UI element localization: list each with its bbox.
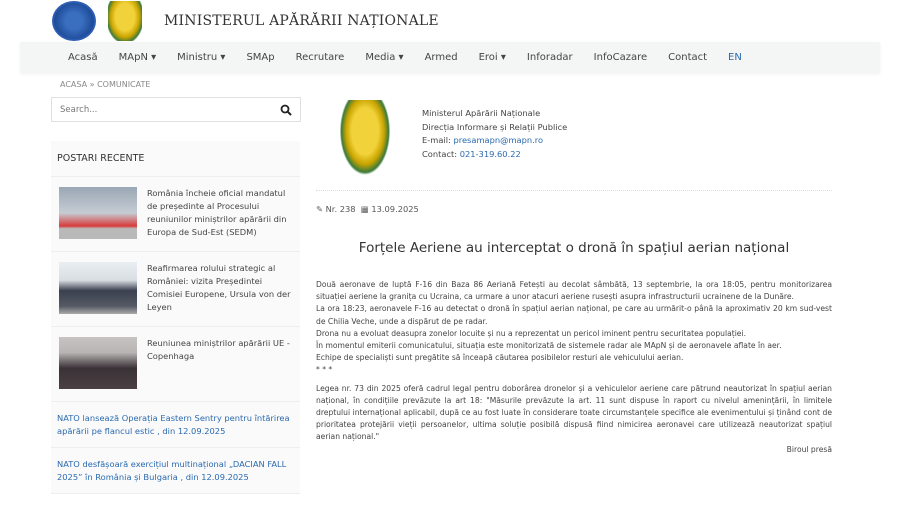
separator: * * * — [316, 365, 333, 375]
paragraph: Drona nu a evoluat deasupra zonelor locuite și nu a reprezentat un pericol iminent pentru securitatea populației. — [316, 328, 747, 338]
signature: Biroul presă — [786, 444, 832, 454]
email-link[interactable]: presamapn@mapn.ro — [453, 135, 544, 145]
site-header — [52, 0, 439, 42]
nav-contact[interactable]: Contact — [668, 52, 708, 63]
search-icon[interactable] — [280, 104, 292, 116]
nav-smap[interactable]: SMAp — [246, 52, 275, 63]
recent-link[interactable]: NATO lansează Operația Eastern Sentry pentru întărirea apărării pe flancul estic , din 12.09.2025 — [51, 402, 300, 448]
edit-icon: ✎ — [316, 204, 323, 214]
nav-armed[interactable]: Armed — [424, 52, 458, 63]
mapn-crest-logo[interactable] — [108, 1, 142, 41]
list-item[interactable] — [51, 252, 300, 327]
article-title: Forțele Aeriene au interceptat o dronă în spațiul aerian național — [358, 240, 790, 256]
post-thumbnail[interactable] — [59, 337, 137, 389]
paragraph: În momentul emiterii comunicatului, situația este monitorizată de sistemele radar ale MApN și de aeronavele aflate în aer. — [316, 341, 782, 351]
article-body — [316, 279, 832, 456]
divider — [316, 190, 832, 191]
romania-gov-logo[interactable] — [52, 1, 96, 41]
list-item[interactable] — [51, 327, 300, 402]
article-meta — [316, 204, 419, 214]
nav-eroi[interactable]: Eroi ▾ — [478, 52, 506, 63]
site-title[interactable]: MINISTERUL APĂRĂRII NAȚIONALE — [164, 13, 439, 29]
mapn-crest-image — [338, 100, 392, 178]
calendar-icon: ▦ — [360, 204, 369, 214]
list-item[interactable] — [51, 177, 300, 252]
nav-acasa[interactable]: Acasă — [68, 52, 98, 63]
phone-link[interactable]: 021-319.60.22 — [459, 148, 521, 159]
paragraph: Două aeronave de luptă F-16 din Baza 86 Aeriană Fetești au decolat sâmbătă, 13 septembrie, la ora 18:05, pentru monitorizarea situației aeriene la granița cu Ucraina, ca urmare a unor atacuri aeriene rusești asupra infrastructurii ucrainene de la Dunăre. — [316, 280, 832, 302]
nav-media[interactable]: Media ▾ — [365, 52, 404, 63]
post-thumbnail[interactable] — [59, 262, 137, 314]
nav-recrutare[interactable]: Recrutare — [295, 52, 345, 63]
contact-ministry: Ministerul Apărării Naționale — [422, 108, 541, 118]
article-number: Nr. 238 — [325, 204, 356, 214]
recent-posts-title: POSTARI RECENTE — [51, 141, 300, 177]
phone-label: Contact: — [422, 148, 460, 159]
nav-mapn[interactable]: MApN ▾ — [118, 52, 157, 63]
email-label: E-mail: — [422, 135, 454, 145]
contact-direction: Direcția Informare și Relații Publice — [422, 121, 568, 132]
nav-infocazare[interactable]: InfoCazare — [593, 52, 648, 63]
paragraph: Echipe de specialiști sunt pregătite să înceapă căutarea posibilelor resturi ale vehiculului aerian. — [316, 353, 684, 363]
post-thumbnail[interactable] — [59, 187, 137, 239]
post-title[interactable]: România încheie oficial mandatul de președinte al Procesului reuniunilor miniștrilor apărării din Europa de Sud-Est (SEDM) — [147, 188, 287, 237]
nav-en[interactable]: EN — [728, 52, 742, 63]
breadcrumb[interactable]: ACASA » COMUNICATE — [60, 80, 151, 89]
search-box[interactable] — [51, 97, 301, 122]
article-date: 13.09.2025 — [371, 204, 419, 214]
nav-inforadar[interactable]: Inforadar — [526, 52, 573, 63]
paragraph: Legea nr. 73 din 2025 oferă cadrul legal pentru doborârea dronelor și a vehiculelor aeriene care pătrund neautorizat în spațiul aerian național, în condițiile prevăzute la art 18: "Măsurile prevăzute la art. 11 sunt dispuse în raport cu nivelul amenințării, în limitele dreptului internațional aplicabil, după ce au fost luate în considerare toate circumstanțele specifice ale evenimentului și ținând cont de prioritatea protejării vieții persoanelor, ultima soluție posibilă dispusă fiind nimicirea aeronavei care utilizează neautorizat spațiul aerian național." — [316, 383, 832, 442]
post-title[interactable]: Reuniunea miniștrilor apărării UE - Copenhaga — [147, 338, 290, 361]
search-input[interactable]: Search... — [60, 104, 98, 115]
post-title[interactable]: Reafirmarea rolului strategic al României: vizita Președintei Comisiei Europene, Ursula von der Leyen — [147, 263, 291, 312]
recent-link[interactable]: NATO desfășoară exercițiul multinațional „DACIAN FALL 2025” în România și Bulgaria , din 12.09.2025 — [51, 448, 300, 494]
recent-posts — [51, 141, 300, 493]
nav-ministru[interactable]: Ministru ▾ — [177, 52, 226, 63]
contact-info — [422, 107, 567, 161]
main-nav — [20, 42, 880, 73]
paragraph: La ora 18:23, aeronavele F-16 au detectat o dronă în spațiul aerian național, pe care au urmărit-o până la aproximativ 20 km sud-vest de Chilia Veche, unde a dispărut de pe radar. — [316, 304, 832, 326]
